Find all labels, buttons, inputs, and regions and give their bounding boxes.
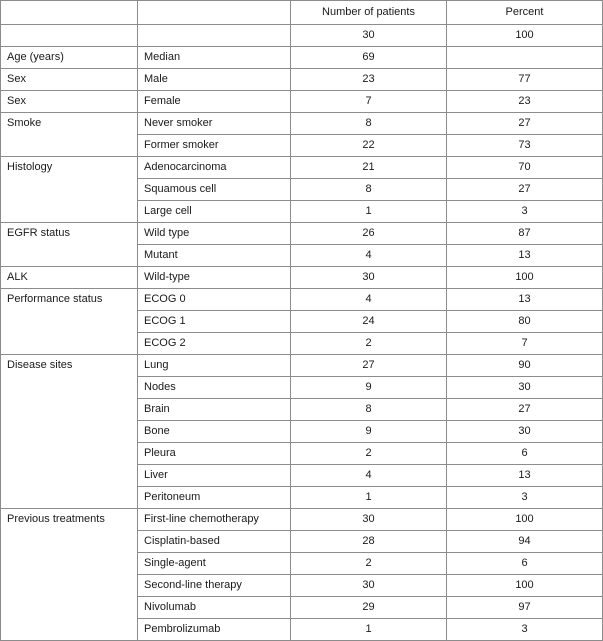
row-percent: 27 (447, 399, 603, 421)
table-row (1, 597, 603, 619)
header-cell-group (1, 1, 138, 25)
total-group-cell (1, 25, 138, 47)
table-row (1, 69, 603, 91)
row-number-of-patients: 9 (291, 377, 447, 399)
row-percent: 100 (447, 509, 603, 531)
table-row (1, 245, 603, 267)
row-item-label: ECOG 1 (138, 311, 291, 333)
row-percent: 6 (447, 553, 603, 575)
row-group-label (1, 245, 138, 267)
table-row (1, 443, 603, 465)
row-item-label: Second-line therapy (138, 575, 291, 597)
row-number-of-patients: 9 (291, 421, 447, 443)
row-number-of-patients: 4 (291, 289, 447, 311)
row-group-label (1, 135, 138, 157)
row-percent: 13 (447, 465, 603, 487)
row-item-label: Bone (138, 421, 291, 443)
row-item-label: Male (138, 69, 291, 91)
row-number-of-patients: 1 (291, 487, 447, 509)
row-number-of-patients: 4 (291, 245, 447, 267)
table-row (1, 487, 603, 509)
row-group-label (1, 619, 138, 641)
header-number-of-patients: Number of patients (291, 1, 447, 25)
row-number-of-patients: 4 (291, 465, 447, 487)
row-percent: 27 (447, 113, 603, 135)
row-number-of-patients: 1 (291, 619, 447, 641)
total-number-cell: 30 (291, 25, 447, 47)
row-item-label: Brain (138, 399, 291, 421)
row-group-label (1, 487, 138, 509)
header-percent: Percent (447, 1, 603, 25)
row-percent: 70 (447, 157, 603, 179)
row-number-of-patients: 30 (291, 575, 447, 597)
row-group-label: Previous treatments (1, 509, 138, 531)
row-percent: 6 (447, 443, 603, 465)
table-body (1, 1, 603, 641)
row-number-of-patients: 7 (291, 91, 447, 113)
row-number-of-patients: 1 (291, 201, 447, 223)
row-item-label: Mutant (138, 245, 291, 267)
row-item-label: Female (138, 91, 291, 113)
row-number-of-patients: 27 (291, 355, 447, 377)
table-row (1, 157, 603, 179)
row-group-label (1, 311, 138, 333)
header-cell-item (138, 1, 291, 25)
row-item-label: First-line chemotherapy (138, 509, 291, 531)
row-percent: 97 (447, 597, 603, 619)
table-row (1, 91, 603, 113)
row-item-label: Single-agent (138, 553, 291, 575)
table-row (1, 465, 603, 487)
table-row (1, 531, 603, 553)
total-item-cell (138, 25, 291, 47)
total-row (1, 25, 603, 47)
row-group-label (1, 597, 138, 619)
row-percent: 30 (447, 421, 603, 443)
row-item-label: Nivolumab (138, 597, 291, 619)
row-number-of-patients: 23 (291, 69, 447, 91)
row-group-label (1, 179, 138, 201)
table-row (1, 135, 603, 157)
row-number-of-patients: 22 (291, 135, 447, 157)
row-percent: 13 (447, 289, 603, 311)
total-percent-cell: 100 (447, 25, 603, 47)
table-row (1, 421, 603, 443)
row-item-label: ECOG 0 (138, 289, 291, 311)
row-percent: 94 (447, 531, 603, 553)
row-percent: 73 (447, 135, 603, 157)
table-row (1, 333, 603, 355)
row-percent: 3 (447, 619, 603, 641)
row-item-label: Wild-type (138, 267, 291, 289)
row-percent: 27 (447, 179, 603, 201)
header-row (1, 1, 603, 25)
table-row (1, 201, 603, 223)
row-number-of-patients: 2 (291, 443, 447, 465)
row-group-label (1, 421, 138, 443)
row-number-of-patients: 30 (291, 509, 447, 531)
table-row (1, 553, 603, 575)
row-item-label: Adenocarcinoma (138, 157, 291, 179)
row-percent: 87 (447, 223, 603, 245)
row-item-label: Pembrolizumab (138, 619, 291, 641)
row-group-label: Sex (1, 91, 138, 113)
table-row (1, 377, 603, 399)
row-item-label: Pleura (138, 443, 291, 465)
row-number-of-patients: 21 (291, 157, 447, 179)
table-row (1, 509, 603, 531)
row-number-of-patients: 2 (291, 333, 447, 355)
table-row (1, 399, 603, 421)
table-row (1, 289, 603, 311)
table-row (1, 575, 603, 597)
row-group-label: Age (years) (1, 47, 138, 69)
row-percent: 100 (447, 267, 603, 289)
table-row (1, 179, 603, 201)
row-item-label: Never smoker (138, 113, 291, 135)
row-group-label: ALK (1, 267, 138, 289)
row-item-label: Large cell (138, 201, 291, 223)
table-row (1, 113, 603, 135)
row-item-label: ECOG 2 (138, 333, 291, 355)
row-group-label (1, 553, 138, 575)
row-item-label: Cisplatin-based (138, 531, 291, 553)
row-group-label (1, 377, 138, 399)
row-group-label: EGFR status (1, 223, 138, 245)
row-item-label: Nodes (138, 377, 291, 399)
row-number-of-patients: 26 (291, 223, 447, 245)
table-row (1, 619, 603, 641)
row-number-of-patients: 29 (291, 597, 447, 619)
row-percent: 30 (447, 377, 603, 399)
row-group-label (1, 465, 138, 487)
table-row (1, 311, 603, 333)
row-group-label (1, 575, 138, 597)
row-group-label (1, 333, 138, 355)
table-row (1, 267, 603, 289)
row-percent: 77 (447, 69, 603, 91)
row-item-label: Wild type (138, 223, 291, 245)
row-item-label: Liver (138, 465, 291, 487)
row-item-label: Squamous cell (138, 179, 291, 201)
row-number-of-patients: 2 (291, 553, 447, 575)
row-percent: 7 (447, 333, 603, 355)
row-percent: 3 (447, 201, 603, 223)
row-percent: 3 (447, 487, 603, 509)
row-group-label (1, 201, 138, 223)
row-percent: 23 (447, 91, 603, 113)
row-number-of-patients: 8 (291, 113, 447, 135)
row-percent: 80 (447, 311, 603, 333)
row-group-label: Sex (1, 69, 138, 91)
row-group-label: Smoke (1, 113, 138, 135)
table-row (1, 355, 603, 377)
row-percent: 13 (447, 245, 603, 267)
row-group-label (1, 399, 138, 421)
row-number-of-patients: 8 (291, 179, 447, 201)
table-row (1, 223, 603, 245)
row-group-label (1, 531, 138, 553)
row-number-of-patients: 28 (291, 531, 447, 553)
row-percent (447, 47, 603, 69)
row-group-label: Histology (1, 157, 138, 179)
row-group-label: Disease sites (1, 355, 138, 377)
row-item-label: Median (138, 47, 291, 69)
row-number-of-patients: 69 (291, 47, 447, 69)
row-percent: 100 (447, 575, 603, 597)
row-number-of-patients: 30 (291, 267, 447, 289)
row-number-of-patients: 24 (291, 311, 447, 333)
row-number-of-patients: 8 (291, 399, 447, 421)
row-item-label: Lung (138, 355, 291, 377)
row-group-label: Performance status (1, 289, 138, 311)
row-percent: 90 (447, 355, 603, 377)
row-group-label (1, 443, 138, 465)
table-row (1, 47, 603, 69)
row-item-label: Peritoneum (138, 487, 291, 509)
row-item-label: Former smoker (138, 135, 291, 157)
